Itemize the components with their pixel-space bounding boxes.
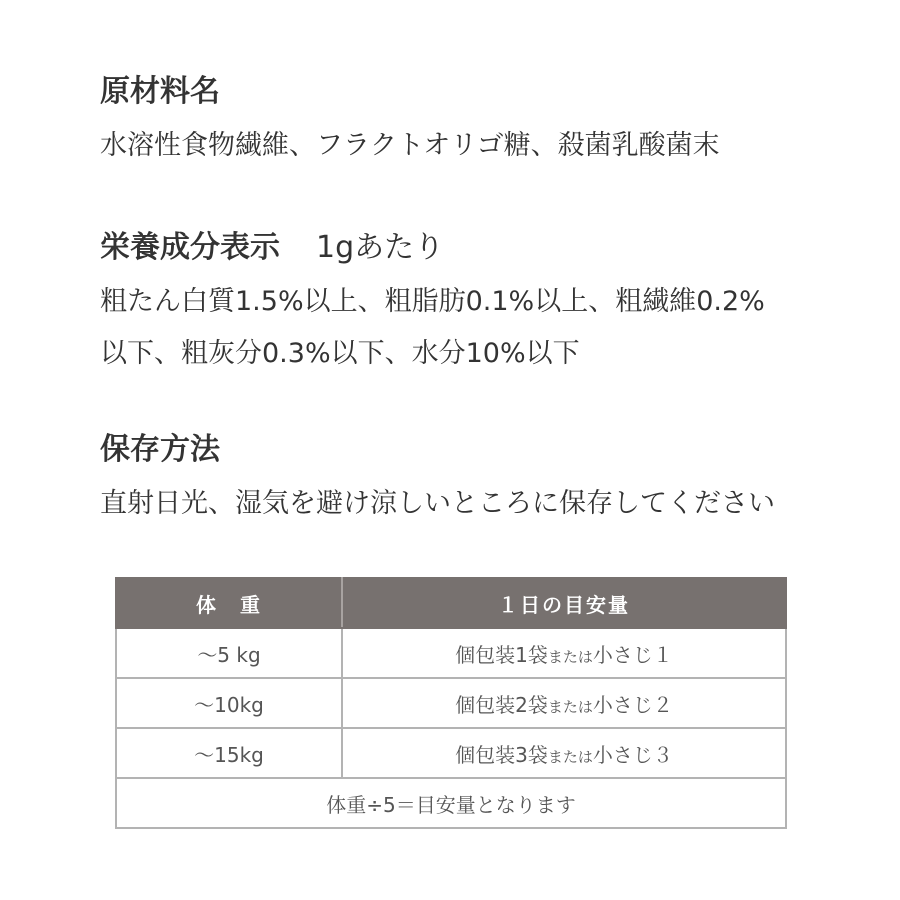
amount-cell <box>342 678 786 728</box>
table-footer-row <box>116 778 786 828</box>
table-footer-note: 体重÷5＝目安量となります <box>116 778 786 828</box>
amount-or: または <box>547 747 593 766</box>
dosage-table <box>115 577 787 829</box>
ingredients-text: 水溶性食物繊維、フラクトオリゴ糖、殺菌乳酸菌末 <box>100 130 720 161</box>
amount-cell <box>342 728 786 778</box>
dosage-table-wrapper <box>115 577 785 829</box>
amount-or: または <box>547 697 593 716</box>
amount-spoons: 小さじ３ <box>592 742 673 767</box>
nutrition-line-1: 粗たん白質1.5%以上、粗脂肪0.1%以上、粗繊維0.2% <box>100 286 765 317</box>
table-row <box>116 628 786 678</box>
amount-packets: 個包装3袋 <box>455 742 548 767</box>
storage-section <box>100 428 775 530</box>
nutrition-title: 栄養成分表示 <box>100 230 280 265</box>
ingredients-heading <box>100 70 720 114</box>
amount-packets: 個包装2袋 <box>455 692 548 717</box>
weight-cell: ～5 kg <box>116 628 342 678</box>
table-row <box>116 678 786 728</box>
weight-cell: ～15kg <box>116 728 342 778</box>
amount-cell <box>342 628 786 678</box>
table-header-row <box>116 578 786 628</box>
header-weight: 体 重 <box>116 578 342 628</box>
nutrition-heading <box>100 226 820 270</box>
table-row <box>116 728 786 778</box>
storage-heading <box>100 428 775 472</box>
amount-spoons: 小さじ２ <box>592 692 673 717</box>
header-daily-amount: １日の目安量 <box>342 578 786 628</box>
storage-title: 保存方法 <box>100 432 220 467</box>
nutrition-line-2: 以下、粗灰分0.3%以下、水分10%以下 <box>100 338 580 369</box>
weight-cell: ～10kg <box>116 678 342 728</box>
ingredients-section <box>100 70 720 172</box>
storage-text: 直射日光、湿気を避け涼しいところに保存してください <box>100 488 775 519</box>
nutrition-section <box>100 226 820 380</box>
nutrition-per: 1gあたり <box>316 230 445 265</box>
amount-packets: 個包装1袋 <box>455 642 548 667</box>
amount-or: または <box>547 647 593 666</box>
ingredients-title: 原材料名 <box>100 74 220 109</box>
amount-spoons: 小さじ１ <box>592 642 673 667</box>
